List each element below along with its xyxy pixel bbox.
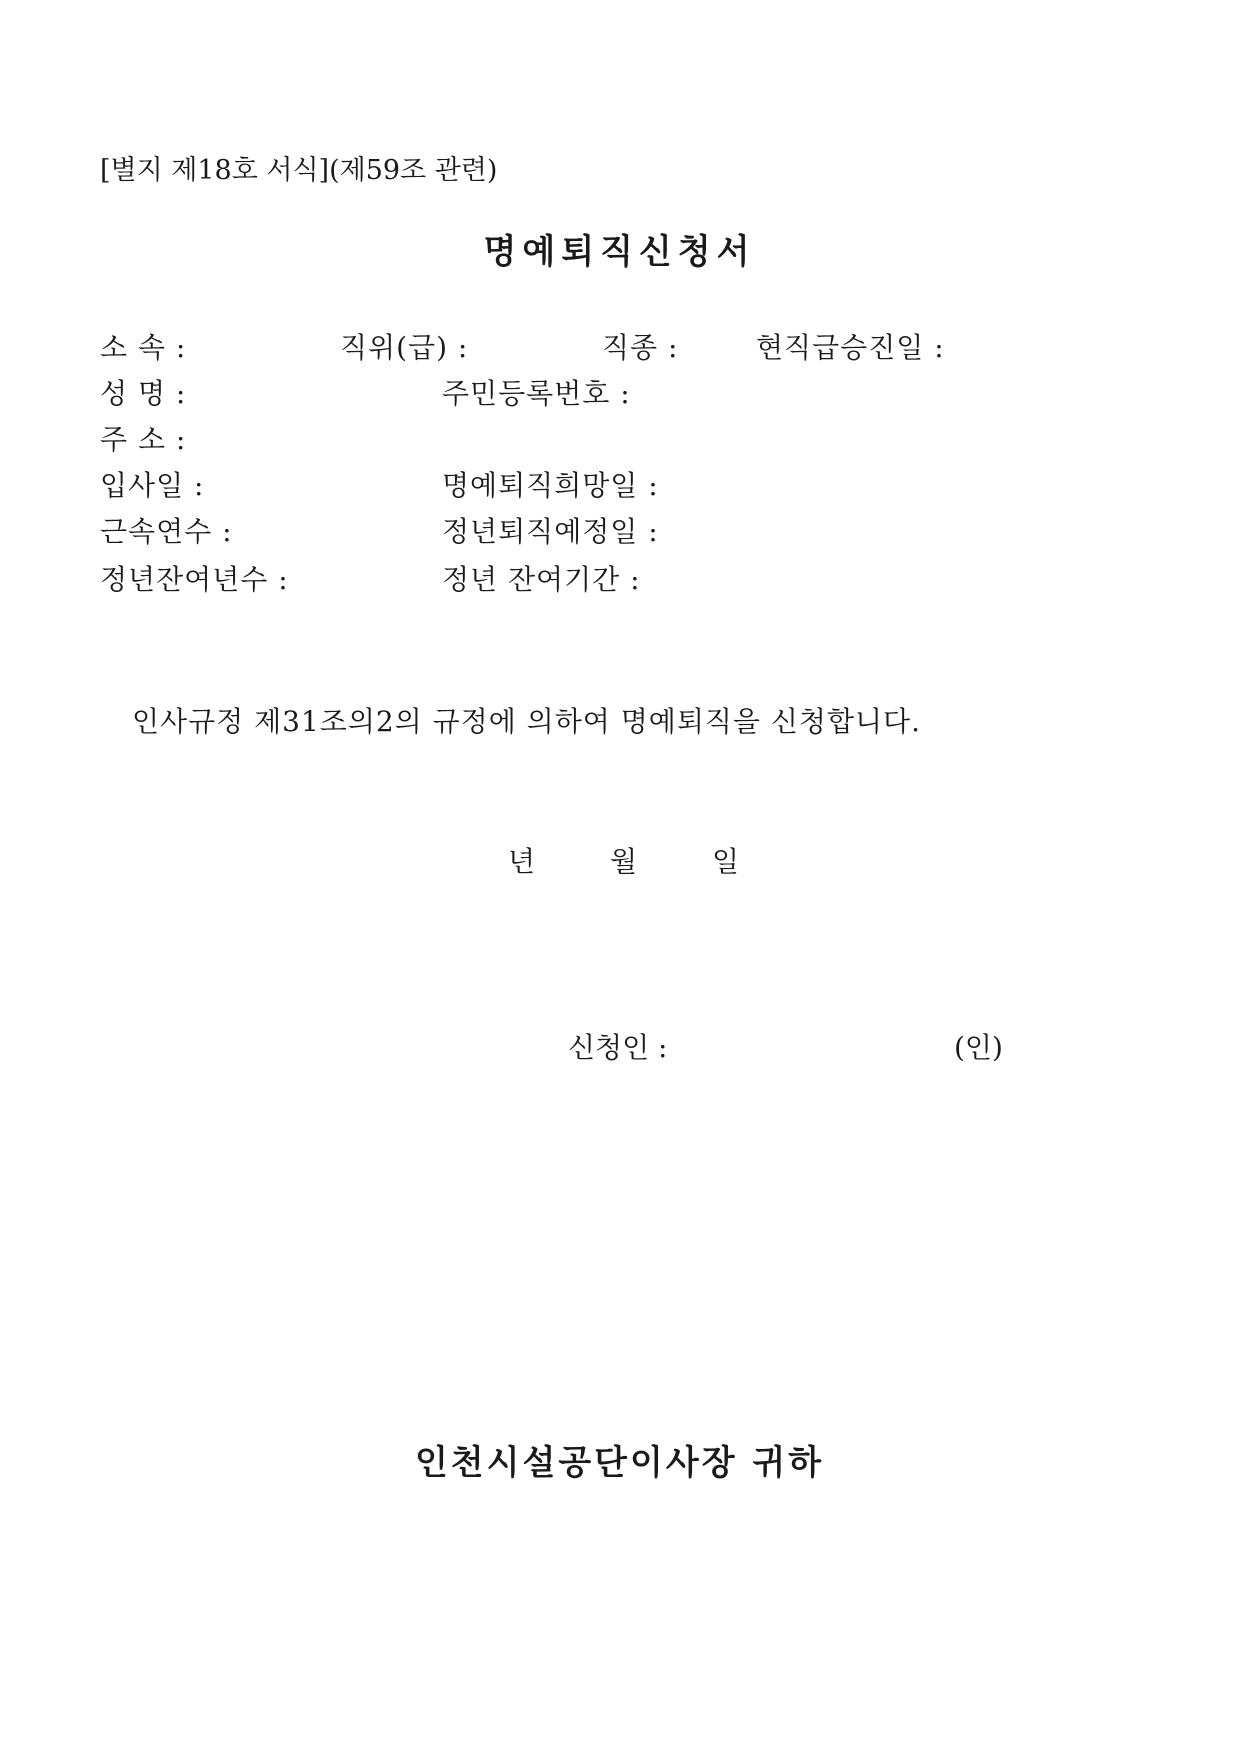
hire-date-label: 입사일 : (100, 469, 205, 502)
name-label: 성 명 : (100, 377, 187, 410)
job-type-label: 직종 : (602, 331, 679, 364)
affiliation-label: 소 속 : (100, 331, 187, 364)
addressee: 인천시설공단이사장 귀하 (414, 1443, 825, 1483)
resident-id-label: 주민등록번호 : (442, 377, 631, 410)
date-day: 일 (712, 845, 740, 878)
applicant-label: 신청인 : (568, 1031, 668, 1064)
promotion-date-label: 현직급승진일 : (756, 331, 945, 364)
date-month: 월 (610, 845, 638, 878)
form-reference: [별지 제18호 서식](제59조 관련) (100, 155, 498, 186)
document-title: 명예퇴직신청서 (483, 232, 756, 272)
remaining-years-label: 정년잔여년수 : (100, 563, 289, 596)
remaining-period-label: 정년 잔여기간 : (442, 563, 641, 596)
years-of-service-label: 근속연수 : (100, 515, 233, 548)
desired-retirement-date-label: 명예퇴직희망일 : (442, 469, 659, 502)
date-year: 년 (508, 845, 536, 878)
application-statement: 인사규정 제31조의2의 규정에 의하여 명예퇴직을 신청합니다. (132, 705, 922, 738)
seal-mark: (인) (954, 1031, 1003, 1064)
scheduled-retirement-date-label: 정년퇴직예정일 : (442, 515, 659, 548)
address-label: 주 소 : (100, 423, 187, 456)
position-grade-label: 직위(급) : (340, 331, 469, 364)
